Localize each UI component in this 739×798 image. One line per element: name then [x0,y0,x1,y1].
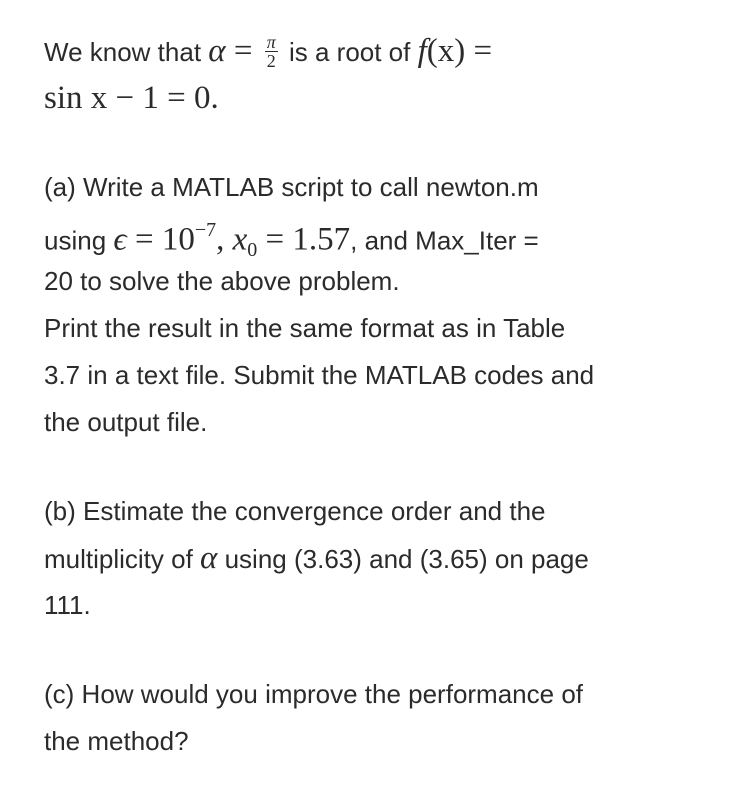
intro-line-1 [44,28,704,75]
using-text: using [44,225,114,256]
part-a-line-3 [44,258,704,305]
problem-text [44,28,704,765]
part-a-text-5: 3.7 in a text file. Submit the MATLAB codes and [44,360,595,390]
x-symbol: x [232,221,248,258]
function-f: f [417,33,427,69]
part-b-text-pre: multiplicity of [44,544,201,574]
part-b-line-3 [44,582,704,629]
subscript-zero: 0 [247,238,258,261]
ten-base: 10 [161,221,195,258]
function-argument: (x) = [426,33,493,69]
intro-text-2: is a root of [281,37,418,67]
part-a-line-4 [44,305,704,352]
alpha-symbol: α [208,33,226,69]
part-b-line-1 [44,488,704,535]
part-a-line-2 [44,211,704,261]
alpha-symbol: α [200,540,218,576]
part-a-text-6: the output file. [44,407,208,437]
equals-sign: = [126,221,162,258]
part-b-text-3: 111. [44,590,91,620]
part-b-text-post: using (3.63) and (3.65) on page [217,544,589,574]
pi-over-2-fraction [265,31,278,71]
part-b-text: (b) Estimate the convergence order and the [44,496,546,526]
part-c-line-2 [44,718,704,765]
max-iter-text: , and Max_Iter = [350,225,539,256]
epsilon-symbol: ϵ [113,221,127,258]
part-a-text: (a) Write a MATLAB script to call newton.m [44,172,539,202]
part-b-line-2 [44,535,704,582]
part-c-line-1 [44,671,704,718]
part-a-line-1 [44,164,704,211]
part-a-text-4: Print the result in the same format as in Table [44,313,566,343]
part-c-text: (c) How would you improve the performance of [44,679,584,709]
intro-text: We know that [44,37,209,67]
fraction-denominator: 2 [266,50,276,71]
part-a-line-5 [44,352,704,399]
x0-value: = 1.57 [257,221,351,258]
fraction-numerator: π [266,31,276,52]
equation-sin: sin x − 1 = 0. [44,80,219,116]
part-a-line-6 [44,399,704,446]
intro-line-2 [44,75,704,122]
part-a-text-3: 20 to solve the above problem. [44,266,400,296]
comma: , [216,221,233,258]
part-c-text-2: the method? [44,726,189,756]
equals-sign: = [225,33,261,69]
exponent: −7 [194,219,217,241]
